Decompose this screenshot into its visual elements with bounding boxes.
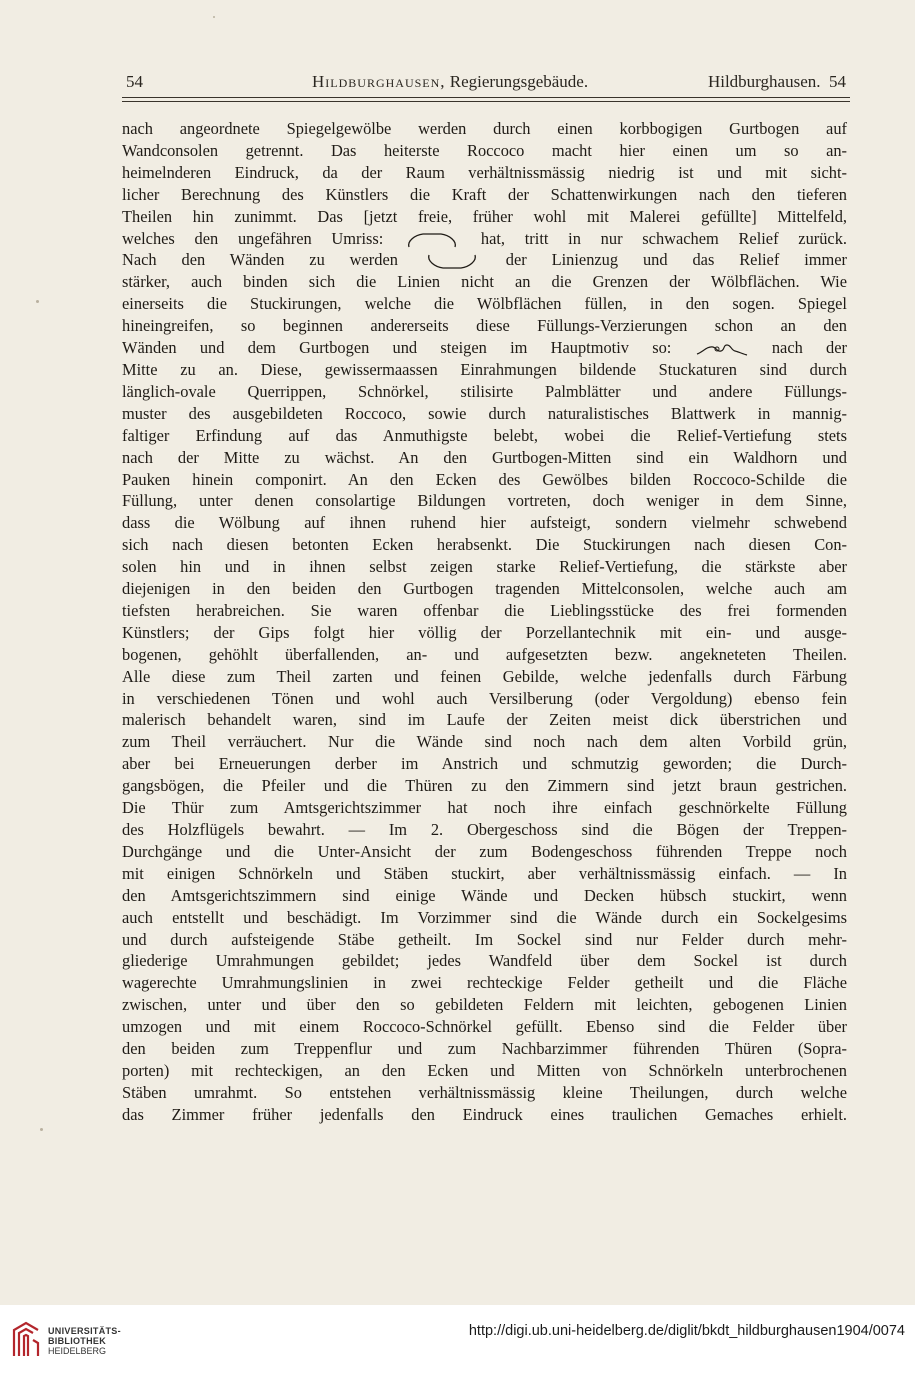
text-line: Füllung, unter denen consolartige Bildungen vortreten, doch weniger in dem Sinne, (122, 491, 847, 511)
text-line: Durchgänge und die Unter-Ansicht der zum Bodengeschoss führenden Treppe noch (122, 841, 847, 861)
library-name (48, 1326, 121, 1356)
paper-speck (40, 1128, 43, 1131)
text-line: Pauken hinein componirt. An den Ecken des Gewölbes bilden Roccoco-Schilde die (122, 469, 847, 489)
text-fragment: welches den ungefähren Umriss: (122, 228, 384, 248)
page-number-left: 54 (126, 72, 143, 91)
body-text (122, 118, 847, 1126)
text-line: Die Thür zum Amtsgerichtszimmer hat noch ihre einfach geschnörkelte Füllung (122, 798, 847, 818)
text-line: umzogen und mit einem Roccoco-Schnörkel gefüllt. Ebenso sind die Felder über (122, 1017, 847, 1037)
text-line: auch entstellt und beschädigt. Im Vorzimmer sind die Wände durch ein Sockelgesims (122, 907, 847, 927)
paper-speck (213, 16, 215, 18)
text-line: Künstlers; der Gips folgt hier völlig der Porzellantechnik mit ein- und ausge- (122, 622, 847, 642)
text-line: gliederige Umrahmungen gebildet; jedes Wandfeld über dem Sockel ist durch (122, 951, 847, 971)
text-line: und durch aufsteigende Stäbe getheilt. Im Sockel sind nur Felder durch mehr- (122, 929, 847, 949)
header-right (708, 72, 846, 92)
university-library-logo-icon (10, 1320, 42, 1360)
header-rule (122, 101, 850, 102)
ceiling-outline-figure (403, 231, 461, 249)
text-line: des Holzflügels bewahrt. — Im 2. Obergeschoss sind die Bögen der Treppen- (122, 820, 847, 839)
text-line: zum Theil verräuchert. Nur die Wände sind noch nach dem alten Vorbild grün, (122, 732, 847, 752)
page-number-right: 54 (829, 72, 846, 91)
text-line: Stäben umrahmt. So entstehen verhältnissmässig kleine Theilungen, durch welche (122, 1082, 847, 1102)
text-line: nach angeordnete Spiegelgewölbe werden durch einen korbbogigen Gurtbogen auf (122, 119, 847, 138)
text-line: muster des ausgebildeten Roccoco, sowie durch naturalistisches Blattwerk in mannig- (122, 403, 847, 423)
text-line: dass die Wölbung auf ihnen ruhend hier aufsteigt, sondern vielmehr schwebend (122, 513, 847, 533)
text-line: hineingreifen, so beginnen andererseits diese Füllungs-Verzierungen schon an den (122, 316, 847, 336)
library-name-line: HEIDELBERG (48, 1346, 107, 1356)
text-fragment: Nach den Wänden zu werden (122, 250, 398, 270)
text-line: den Amtsgerichtszimmern sind einige Wände und Decken hübsch stuckirt, wenn (122, 885, 847, 905)
running-header (122, 70, 850, 98)
text-line: solen hin und in ihnen selbst zeigen starke Relief-Vertiefung, die stärkste aber (122, 557, 847, 577)
text-line: malerisch behandelt waren, sind im Laufe der Zeiten meist dick überstrichen und (122, 710, 847, 730)
viewer-footer (0, 1305, 915, 1377)
text-line: bogenen, gehöhlt überfallenden, an- und aufgesetzten bezw. angekneteten Theilen. (122, 644, 847, 664)
text-line: das Zimmer früher jedenfalls den Eindruck eines traulichen Gemaches erhielt. (122, 1104, 847, 1124)
text-line: Alle diese zum Theil zarten und feinen Gebilde, welche jedenfalls durch Färbung (122, 666, 847, 686)
text-line: einerseits die Stuckirungen, welche die Wölbflächen füllen, in den sogen. Spiegel (122, 294, 847, 314)
scroll-motif-figure (695, 342, 749, 356)
text-line: faltiger Erfindung auf das Anmuthigste belebt, wobei die Relief-Vertiefung stets (122, 425, 847, 445)
text-line: in verschiedenen Tönen und wohl auch Versilberung (oder Vergoldung) ebenso fein (122, 688, 847, 708)
text-line: zwischen, unter und über den so gebildeten Feldern mit leichten, gebogenen Linien (122, 995, 847, 1015)
text-line: sich nach diesen betonten Ecken herabsenkt. Die Stuckirungen nach diesen Con- (122, 535, 847, 555)
text-line: tiefsten herabreichen. Sie waren offenbar die Lieblingsstücke des frei formenden (122, 600, 847, 620)
text-line: porten) mit rechteckigen, an den Ecken und Mitten von Schnörkeln unterbrochenen (122, 1060, 847, 1080)
header-running-title: Hildburghausen. (707, 72, 821, 91)
text-line: stärker, auch binden sich die Linien nicht an die Grenzen der Wölbflächen. Wie (122, 272, 847, 292)
ceiling-outline-figure-lower (423, 253, 481, 271)
text-line: heimelnderen Eindruck, da der Raum verhältnissmässig niedrig ist und mit sicht- (122, 162, 847, 182)
text-line: Mitte zu an. Diese, gewissermaassen Einrahmungen bildende Stuckaturen sind durch (122, 359, 847, 379)
text-fragment: hat, tritt in nur schwachem Relief zurück. (480, 228, 847, 248)
text-line: Wandconsolen getrennt. Das heiterste Roccoco macht hier einen um so an- (122, 140, 847, 160)
text-line: wagerechte Umrahmungslinien in zwei rechteckige Felder getheilt und die Fläche (122, 973, 847, 993)
text-line-with-figure (122, 228, 847, 250)
header-title (312, 72, 588, 92)
text-fragment: der Linienzug und das Relief immer (505, 250, 847, 270)
text-line: gangsbögen, die Pfeiler und die Thüren zu den Zimmern sind jetzt braun gestrichen. (122, 776, 847, 796)
text-line: den beiden zum Treppenflur und zum Nachbarzimmer führenden Thüren (Sopra- (122, 1039, 847, 1059)
header-place: Hildburghausen, (312, 72, 446, 91)
text-fragment: nach der (771, 338, 847, 358)
text-line-with-figure (122, 249, 847, 271)
text-line: licher Berechnung des Künstlers die Kraft der Schattenwirkungen nach den tieferen (122, 184, 847, 204)
text-line: mit einigen Schnörkeln und Stäben stuckirt, aber verhältnissmässig einfach. — In (122, 863, 847, 883)
text-fragment: Wänden und dem Gurtbogen und steigen im Hauptmotiv so: (122, 338, 672, 358)
permalink-url[interactable]: http://digi.ub.uni-heidelberg.de/diglit/bkdt_hildburghausen1904/0074 (468, 1323, 905, 1339)
library-name-line: BIBLIOTHEK (48, 1336, 106, 1346)
paper-speck (36, 300, 39, 303)
text-line: aber bei Erneuerungen derber im Anstrich und schmutzig geworden; die Durch- (122, 754, 847, 774)
header-rule (122, 97, 850, 98)
text-line-with-figure (122, 337, 847, 359)
text-line: länglich-ovale Querrippen, Schnörkel, stilisirte Palmblätter und andere Füllungs- (122, 381, 847, 401)
text-line: nach der Mitte zu wächst. An den Gurtbogen-Mitten sind ein Waldhorn und (122, 447, 847, 467)
library-name-line: UNIVERSITÄTS- (48, 1326, 121, 1336)
header-section: Regierungsgebäude. (449, 72, 589, 91)
text-line: diejenigen in den beiden den Gurtbogen tragenden Mittelconsolen, welche auch am (122, 579, 847, 599)
text-line: Theilen hin zunimmt. Das [jetzt freie, früher wohl mit Malerei gefüllte] Mittelfeld, (122, 206, 847, 226)
